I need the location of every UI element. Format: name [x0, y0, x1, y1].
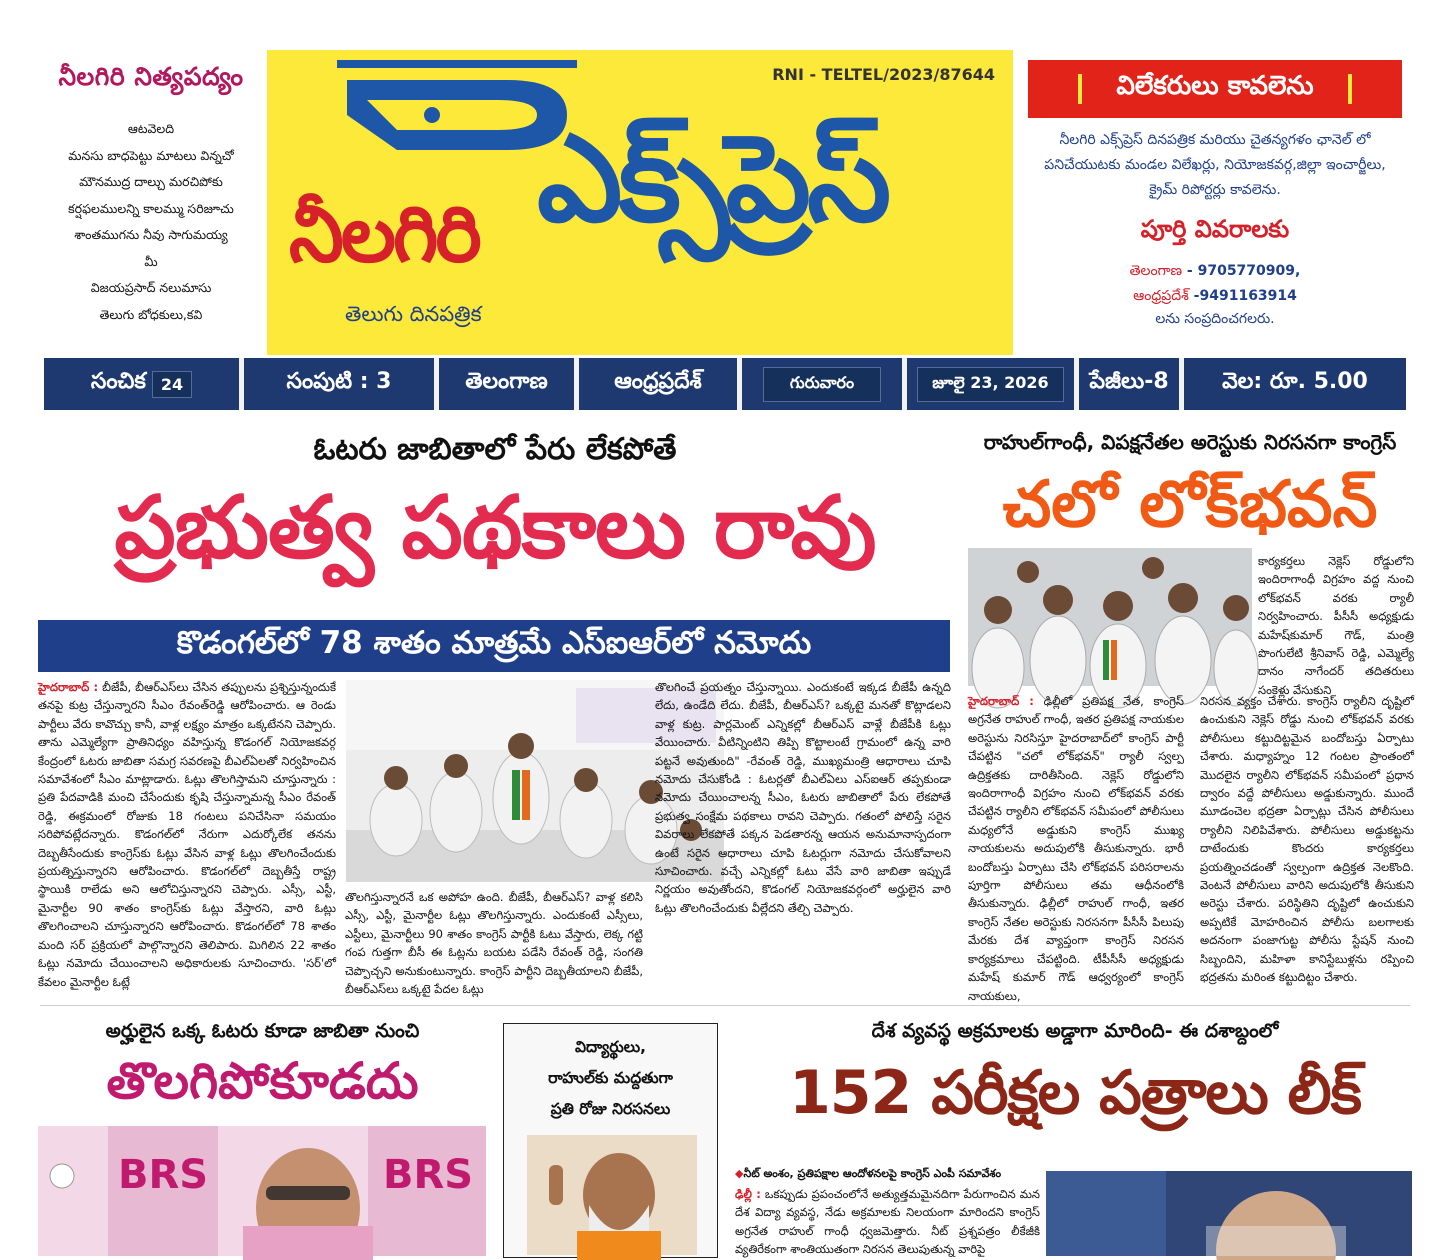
brs-leader-photo: [38, 1126, 486, 1256]
box-title: [504, 1032, 717, 1125]
right-story-column-2-top: కార్యకర్తలు నెక్లెస్ రోడ్డులోని ఇందిరాగాంధీ విగ్రహం వద్ద నుంచి లోక్‌భవన్ వరకు ర్యాలీ నిర్వహించారు. పీసీసీ అధ్యక్షుడు మహేష్‌కుమార్ గౌడ్, మంత్రి పొంగులేటి శ్రీనివాస్ రెడ్డి, ఎమ్మెల్యే దానం నాగేందర్ తదితరులు సంకెళ్లు వేసుకుని: [1258, 554, 1414, 697]
ad-full-details: పూర్తి వివరాలకు: [1140, 215, 1290, 243]
ad-phones: [1028, 259, 1402, 309]
right-story-headline: చలో లోక్‌భవన్: [1002, 468, 1378, 542]
right-text-1: ఢిల్లీలో ప్రతిపక్ష నేత, కాంగ్రెస్ అగ్రనేత రాహుల్ గాంధీ, ఇతర ప్రతిపక్ష నాయకుల అరెస్టును నిరసిస్తూ హైదరాబాద్‌లో కాంగ్రెస్ పార్టీ చేపట్టిన "చలో లోక్‌భవన్" ర్యాలీ స్వల్ప ఉద్రిక్తతకు దారితీసింది. నెక్లెస్ రోడ్డులోని ఇందిరాగాంధీ విగ్రహం నుంచి లోక్‌భవన్ వరకు చేపట్టిన ర్యాలీని లోక్‌భవన్ సమీపంలో పోలీసులు మధ్యలోనే అడ్డుకుని కాంగ్రెస్ ముఖ్య నాయకులను అదుపులోకి తీసుకున్నారు. భారీ బందోబస్తు ఏర్పాటు చేసి లోక్‌భవన్ పరిసరాలను పూర్తిగా పోలీసులు తమ ఆధీనంలోకి తీసుకున్నారు. ఢిల్లీలో రాహుల్ గాంధీ, ఇతర కాంగ్రెస్ నేతల అరెస్టుకు నిరసనగా పీసీసీ పిలుపు మేరకు దేశ వ్యాప్తంగా కాంగ్రెస్ నిరసన కార్యక్రమాలు చేపట్టింది. టీపీసీసీ అధ్యక్షుడు మహేష్ కుమార్ గౌడ్ ఆధ్వర్యంలో కాంగ్రెస్ నాయకులు,: [968, 694, 1185, 1003]
poem-line: తెలుగు బోధకులు,కవి: [99, 306, 203, 322]
dateline: హైదరాబాద్ :: [38, 680, 99, 694]
right-story-column-2-bottom: నిరసన వ్యక్తం చేశారు. కాంగ్రెస్ ర్యాలీని దృష్టిలో ఉంచుకుని నెక్లెస్ రోడ్డు నుంచి లోక్‌భవన్ వరకు పోలీసులు కట్టుదిట్టమైన బందోబస్తు ఏర్పాటు చేశారు. మధ్యాహ్నం 12 గంటల ప్రాంతంలో మొదలైన ర్యాలీని లోక్‌భవన్ సమీపంలో ప్రధాన ద్వారం వద్దే పోలీసులు అడ్డుకున్నారు. ముందే మూడంచెల భద్రతా ఏర్పాట్లు చేసిన పోలీసులు ర్యాలీని నిలిపివేశారు. పోలీసులు అడ్డుకట్టను దాటేందుకు కొందరు కార్యకర్తలు ప్రయత్నించడంతో స్వల్పంగా ఉద్రిక్తత నెలకొంది. వెంటనే పోలీసులు వారిని అదుపులోకి తీసుకుని అరెస్టు చేశారు. పరిస్థితిని దృష్టిలో ఉంచుకుని అప్పటికే మోహరించిన పోలీసు బలగాలకు అదనంగా పంజాగుట్ట పోలీసు స్టేషన్ నుంచి సిబ్బందిని, మహిళా కానిస్టేబుళ్లను రప్పించి భద్రతను మరింత కట్టుదిట్టం చేశారు.: [1200, 694, 1414, 985]
price-cell: వెల: రూ. 5.00: [1222, 369, 1368, 394]
dateline: ఢిల్లీ :: [735, 1187, 761, 1201]
poem-line: శాంతముగను నీవు సాగుమయ్య: [74, 227, 228, 242]
phone-state: ఆంధ్రప్రదేశ్: [1133, 288, 1189, 304]
section-divider: [40, 1005, 1410, 1006]
protest-leader-photo: [527, 1135, 697, 1255]
ad-closing: లను సంప్రదించగలరు.: [1155, 311, 1275, 327]
masthead: [267, 50, 1013, 355]
banner-text: BRS: [118, 1152, 209, 1198]
poem-line: ఆటవెలది: [127, 121, 175, 136]
state2-cell: ఆంధ్రప్రదేశ్: [579, 358, 742, 410]
volume-cell: సంపుటి : 3: [244, 358, 439, 410]
right-story-kicker: రాహుల్‌గాంధీ, విపక్షనేతల అరెస్టుకు నిరసనగా కాంగ్రెస్: [983, 430, 1397, 454]
ad-heading: విలేకరులు కావలెను: [1028, 60, 1402, 118]
issue-label: సంచిక: [90, 369, 146, 394]
lead-column-1: [38, 678, 336, 988]
poem-line: మీ: [144, 253, 158, 269]
leader-portrait: [527, 1135, 697, 1255]
protest-rally-photo: [968, 548, 1252, 686]
brs-press-photo: [38, 1126, 486, 1256]
state1-cell: తెలంగాణ: [439, 358, 579, 410]
poem-lines: [40, 116, 262, 328]
poem-line: కర్షఫలములన్ని కాలమ్ము సరిజూచు: [68, 200, 234, 216]
bottom-right-headline: 152 పరీక్షల పత్రాలు లీక్: [789, 1058, 1361, 1128]
box-line: విద్యార్థులు,: [574, 1038, 647, 1056]
pages-cell: పేజీలు-8: [1079, 358, 1184, 410]
bottom-left-headline: తొలగిపోకూడదు: [106, 1052, 419, 1110]
phone-number: - 9705770909,: [1186, 263, 1301, 279]
right-story-column-1: [968, 692, 1185, 1003]
poem-title: నీలగిరి నిత్యపద్యం: [58, 62, 244, 91]
bottom-right-kicker: దేశ వ్యవస్థ అక్రమాలకు అడ్డాగా మారింది- ఈ దశాబ్దంలో: [871, 1020, 1279, 1042]
lead-column-2: తొలగిస్తున్నారనే ఒక అపోహ ఉంది. బీజేపీ, బీఆర్ఎస్? వాళ్ల కలిసి ఎస్సీ, ఎస్టీ, మైనార్టీల ఓట్లు తొలగిస్తున్నారు. ఎందుకంటే ఎస్సీలు, ఎస్టీలు, మైనార్టీలు 90 శాతం కాంగ్రెస్ పార్టీకి ఓటు వేస్తారు, లెక్క గట్టి గంప గుత్తగా బీసీ ఈ ఓట్లను బయట పడేసి రేవంత్ రెడ్డి, సంగతి చెప్పొచ్చని అనుకుంటున్నారు. కాంగ్రెస్ పార్టీని దెబ్బతీయాలని బీజేపీ, బీఆర్ఎస్‌లు ఒక్కటై పేదల ఓట్లు: [345, 890, 643, 997]
phone-andhra: [1028, 284, 1402, 309]
lead-headline: ప్రభుత్వ పథకాలు రావు: [114, 478, 876, 578]
masthead-name-left: నీలగిరి: [289, 190, 479, 280]
lead-text-1: బీజేపీ, బీఆర్ఎస్‌లు చేసిన తప్పులను ప్రశ్నిస్తున్నందుకే తనపై కుట్ర చేస్తున్నారని సీఎం రేవంత్‌రెడ్డి ఆరోపించారు. ఆ రెండు పార్టీలు వేరు కావొచ్చు కానీ, వాళ్ల లక్ష్యం మాత్రం ఒక్కటేనని చెప్పారు. తాను ఎమ్మెల్యేగా ప్రాతినిధ్యం వహిస్తున్న కొడంగల్ నియోజకవర్గ కేంద్రంలో ఓటరు జాబితా సమగ్ర సవరణపై బీఎల్‌ఏలతో నిర్వహించిన సమావేశంలో సీఎం మాట్లాడారు. ఓట్లు తొలగిస్తామని చూస్తున్నారు : ప్రతి పేదవాడికి మంచి చేసేందుకు కృషి చేస్తున్నామన్న సీఎం రేవంత్ రెడ్డి, ఈక్రమంలో రోజుకు 18 గంటలు పనిచేసినా సమయం సరిపోవట్లేదన్నారు. కొడంగల్‌లో నేరుగా ఎదుర్కోలేక తనను దెబ్బతీసేందుకు కాంగ్రెస్‌కు ఓట్లు వేసిన వాళ్ల ఓట్లు తొలగించేందుకు ప్రయత్నిస్తున్నారని ఆరోపించారు. కొడంగల్‌లో దెబ్బతీస్తే రాష్ట్ర స్థాయికి రాలేడు అని ఆలోచిస్తున్నారని చెప్పారు. ఎస్సీ, ఎస్టీ, మైనార్టీల 90 శాతం కాంగ్రెస్‌కు ఓట్లు వేస్తారని, వారి ఓట్లు తొలగించాలని చూస్తున్నారని ఆరోపించారు. కొడంగల్‌లో 78 శాతం మంది సర్ ప్రక్రియలో పాల్గొన్నారని తెలిపారు. మిగిలిన 22 శాతం ఓట్లు నమోదు చేయించాలని అధికారులకు సూచించారు. 'సర్'లో కేవలం మైనార్టీల ఓట్లే: [38, 680, 337, 989]
subhead-text: నీట్ అంశం, ప్రతిపక్షాల ఆందోళనలపై కాంగ్రెస్ ఎంపీ సమావేశం: [743, 1167, 1002, 1180]
banner-text: BRS: [383, 1152, 474, 1198]
poem-line: మనసు బాధపెట్టు మాటలు విన్నచో: [68, 147, 234, 163]
daily-poem-box: [40, 50, 262, 355]
phone-number: -9491163914: [1193, 288, 1297, 304]
bottom-right-column: [735, 1185, 1040, 1257]
bottom-right-subhead: [735, 1167, 1045, 1183]
issue-number: 24: [152, 371, 192, 398]
masthead-name-right: ఎక్స్‌ప్రెస్: [537, 110, 888, 249]
diamond-icon: ◆: [735, 1167, 744, 1180]
poem-line: మౌనముద్ర దాల్చు మరచిపోకు: [79, 174, 223, 189]
masthead-subtitle: తెలుగు దినపత్రిక: [345, 302, 482, 326]
date-value: జూలై 23, 2026: [917, 367, 1063, 402]
phone-state: తెలంగాణ: [1129, 263, 1183, 279]
bottom-right-text: ఒకప్పుడు ప్రపంచంలోనే అత్యుత్తమమైనదిగా పేరుగాంచిన మన దేశ విద్యా వ్యవస్థ, నేడు అక్రమాలకు నిలయంగా మారిందని కాంగ్రెస్ అగ్రనేత రాహుల్ గాంధీ ధ్వజమెత్తారు. నీట్ ప్రశ్నపత్రం లీకేజీకి వ్యతిరేకంగా శాంతియుతంగా నిరసన తెలుపుతున్న వారిపై: [735, 1187, 1040, 1257]
day-cell: [742, 358, 907, 410]
rahul-gandhi-photo: [1046, 1171, 1412, 1256]
poem-line: విజయప్రసాద్ నలుమాసు: [90, 280, 212, 295]
reporters-wanted-ad: [1028, 60, 1402, 350]
speaker-photo: [1046, 1171, 1412, 1256]
issue-info-strip: [44, 358, 1406, 410]
lead-subheadline-bar: కొడంగల్‌లో 78 శాతం మాత్రమే ఎస్ఐఆర్‌లో నమోదు: [38, 620, 950, 672]
box-line: ప్రతి రోజు నిరసనలు: [550, 1100, 671, 1118]
rni-number: RNI - TELTEL/2023/87644: [772, 65, 995, 84]
phone-telangana: [1028, 259, 1402, 284]
day-value: గురువారం: [763, 367, 881, 402]
lead-column-3: తొలగించే ప్రయత్నం చేస్తున్నాయి. ఎందుకంటే ఇక్కడ బీజేపీ ఉన్నది లేదు, ఉండేది లేదు. బీజేపీ, బీఆర్ఎస్? ఒక్కటై మనతో కొట్లాడలని వాళ్ల కుట్ర. పార్లమెంట్ ఎన్నికల్లో బీఆర్ఎస్ వాళ్లే బీజేపీకి ఓట్లు వేయించారు. వీటిన్నింటిని తిప్పి కొట్టాలంటే గ్రామంలో ఉన్న వారి పట్టనే అవుతుంది" -రేవంత్ రెడ్డి, ముఖ్యమంత్రి ఆధారాలు చూపి నమోదు చేసుకోండి : ఓటర్లతో బీఎల్‌ఏలు ఎస్ఐఆర్ తప్పకుండా నమోదు చేయించాలన్న సీఎం, ఓటరు జాబితాలో పేరు లేకపోతే ప్రభుత్వ సంక్షేమ పథకాలు రావని చెప్పారు. గతంలో పోలిస్తే సరైన వివరాలు లేకపోతే పక్కన పెడతారన్న ఆయన అనుమానాస్పదంగా ఉంటే సరైన ఆధారాలు చూపి ఓటర్లుగా నమోదు చేసుకోవాలని సూచించారు. వచ్చే ఎన్నికల్లో ఓటు వేసే వారి జాబితా ఇప్పుడే నిర్ణయం అవుతోందని, కొడంగల్ నియోజకవర్గంలో అర్హులైన వారి ఓట్లు తొలగించేందుకు వీల్లేదని తేల్చి చెప్పారు.: [655, 680, 951, 915]
ad-body: నీలగిరి ఎక్స్‌ప్రెస్ దినపత్రిక మరియు చైతన్యగళం ఛానెల్ లో పనిచేయుటకు మండల విలేఖర్లు, నియోజకవర్గ,జిల్లా ఇంచార్జీలు, క్రైమ్ రిపోర్టర్లు కావలెను.: [1044, 132, 1386, 198]
rally-photo: [968, 548, 1252, 686]
box-line: రాహుల్‌కు మద్దతుగా: [548, 1069, 673, 1087]
bottom-left-kicker: అర్హులైన ఒక్క ఓటరు కూడా జాబితా నుంచి: [105, 1020, 420, 1042]
date-cell: [907, 358, 1079, 410]
issue-cell: [44, 358, 244, 410]
dateline: హైదరాబాద్ :: [968, 694, 1034, 708]
lead-kicker: ఓటరు జాబితాలో పేరు లేకపోతే: [313, 432, 677, 467]
